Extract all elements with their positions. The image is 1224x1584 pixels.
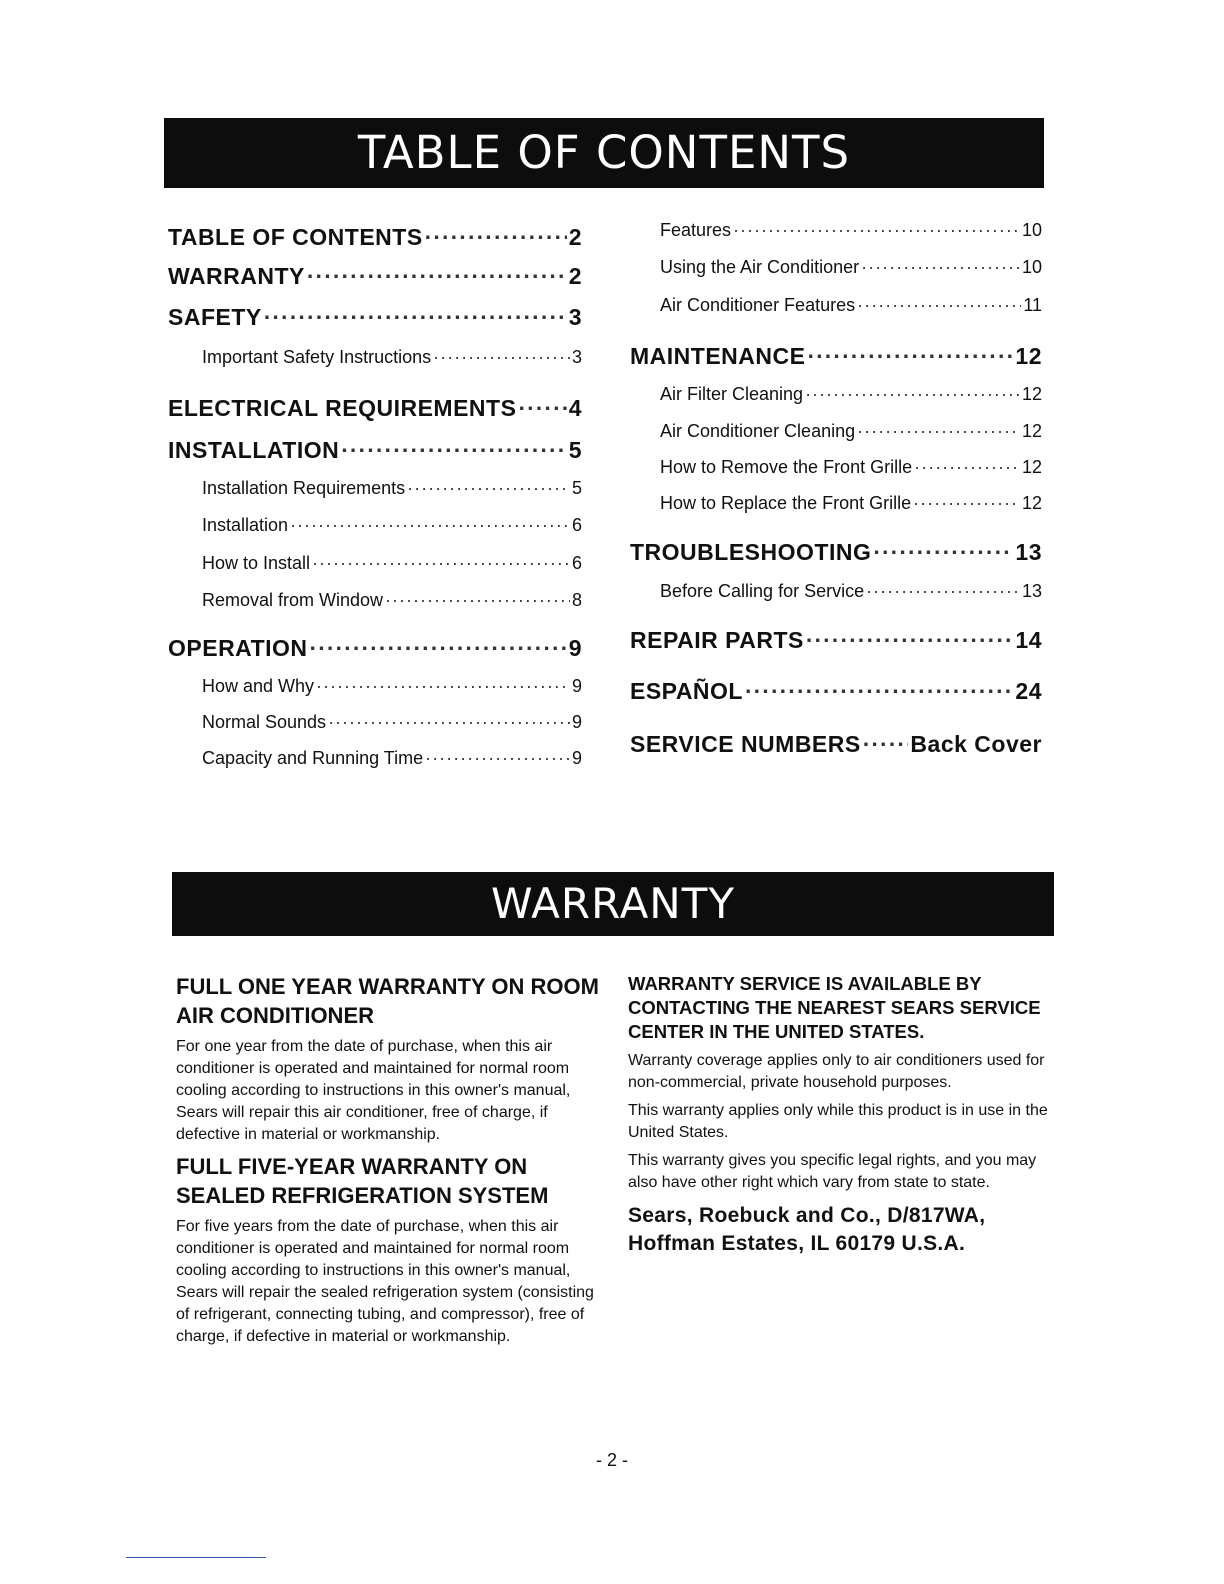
- toc-entry-page: 11: [1023, 295, 1042, 315]
- toc-entry-title: How to Install: [202, 553, 311, 573]
- toc-entry-title: Before Calling for Service: [660, 581, 865, 601]
- toc-entry-page: 2: [568, 224, 582, 250]
- toc-dot-leader: [316, 676, 570, 697]
- toc-entry: [660, 421, 1042, 442]
- toc-entry-title: Features: [660, 220, 732, 240]
- toc-entry: [168, 437, 582, 464]
- footer-rule: [126, 1557, 266, 1558]
- toc-entry-title: Capacity and Running Time: [202, 748, 424, 768]
- toc-entry-page: 12: [1021, 493, 1042, 513]
- toc-entry: [202, 748, 582, 769]
- toc-entry-title: Normal Sounds: [202, 712, 327, 732]
- toc-dot-leader: [861, 257, 1020, 278]
- toc-entry-page: 8: [571, 590, 582, 610]
- toc-entry-page: 10: [1021, 220, 1042, 240]
- toc-entry: [660, 493, 1042, 514]
- toc-entry-page: 2: [568, 263, 582, 289]
- toc-entry-title: ELECTRICAL REQUIREMENTS: [168, 395, 517, 421]
- toc-entry-page: 5: [568, 437, 582, 463]
- toc-dot-leader: [866, 581, 1020, 602]
- toc-entry: [660, 220, 1042, 241]
- toc-entry: [630, 539, 1042, 566]
- toc-entry: [660, 457, 1042, 478]
- toc-entry-page: 12: [1015, 343, 1042, 369]
- toc-entry-page: 10: [1021, 257, 1042, 277]
- toc-entry: [202, 553, 582, 574]
- toc-entry-title: OPERATION: [168, 635, 308, 661]
- toc-dot-leader: [857, 295, 1021, 316]
- toc-entry-title: REPAIR PARTS: [630, 627, 804, 653]
- toc-dot-leader: [310, 635, 567, 662]
- toc-entry: [202, 712, 582, 733]
- toc-entry: [660, 581, 1042, 602]
- toc-dot-leader: [807, 343, 1013, 370]
- toc-entry: [630, 343, 1042, 370]
- page-number: - 2 -: [595, 1450, 628, 1470]
- toc-dot-leader: [518, 395, 566, 422]
- toc-entry-title: How and Why: [202, 676, 315, 696]
- company-line-1: Sears, Roebuck and Co., D/817WA,: [628, 1204, 986, 1227]
- toc-entry: [202, 347, 582, 368]
- toc-entry: [630, 731, 1042, 758]
- toc-entry-page: 12: [1021, 384, 1042, 404]
- toc-dot-leader: [873, 539, 1013, 566]
- toc-entry-page: 3: [568, 304, 582, 330]
- toc-dot-leader: [328, 712, 570, 733]
- toc-entry: [202, 590, 582, 611]
- toc-entry: [168, 224, 582, 251]
- toc-entry: [168, 263, 582, 290]
- toc-entry: [202, 515, 582, 536]
- toc-dot-leader: [857, 421, 1020, 442]
- toc-entry: [660, 295, 1042, 316]
- service-heading: WARRANTY SERVICE IS AVAILABLE BY CONTACTING THE NEAREST SEARS SERVICE CENTER IN THE UNITED STATES.: [628, 973, 1041, 1042]
- toc-entry-title: MAINTENANCE: [630, 343, 806, 369]
- toc-entry-page: 12: [1021, 457, 1042, 477]
- warranty-left-column: [176, 972, 600, 1354]
- toc-entry-page: 6: [571, 515, 582, 535]
- toc-entry-title: Air Filter Cleaning: [660, 384, 804, 404]
- toc-entry: [660, 384, 1042, 405]
- five-year-heading: FULL FIVE-YEAR WARRANTY ON SEALED REFRIGERATION SYSTEM: [176, 1154, 549, 1208]
- toc-dot-leader: [913, 493, 1020, 514]
- toc-entry: [660, 257, 1042, 278]
- toc-entry-page: 13: [1021, 581, 1042, 601]
- toc-entry-page: 12: [1021, 421, 1042, 441]
- toc-entry-page: 4: [568, 395, 582, 421]
- toc-entry-title: TABLE OF CONTENTS: [168, 224, 423, 250]
- toc-entry-title: Air Conditioner Features: [660, 295, 856, 315]
- one-year-heading: FULL ONE YEAR WARRANTY ON ROOM AIR CONDITIONER: [176, 974, 599, 1028]
- toc-banner: TABLE OF CONTENTS: [164, 118, 1044, 188]
- us-only-text: This warranty applies only while this product is in use in the United States.: [628, 1102, 1048, 1141]
- toc-entry-title: SAFETY: [168, 304, 262, 330]
- warranty-right-column: [628, 972, 1052, 1258]
- toc-dot-leader: [385, 590, 570, 611]
- toc-entry-title: Air Conditioner Cleaning: [660, 421, 856, 441]
- five-year-text: For five years from the date of purchase, when this air conditioner is operated and maintained for normal room cooling according to instructions in this owner's manual, Sears will repair the sealed refrigeration system (consisting of refrigerant, connecting tubing, and compressor), free of charge, if defective in material or workmanship.: [176, 1218, 594, 1345]
- toc-dot-leader: [264, 304, 567, 331]
- toc-dot-leader: [425, 224, 567, 251]
- toc-dot-leader: [425, 748, 570, 769]
- toc-dot-leader: [307, 263, 567, 290]
- toc-entry-page: 3: [571, 347, 582, 367]
- company-line-2: Hoffman Estates, IL 60179 U.S.A.: [628, 1232, 966, 1255]
- toc-entry-title: ESPAÑOL: [630, 678, 743, 704]
- toc-dot-leader: [733, 220, 1020, 241]
- toc-entry-title: INSTALLATION: [168, 437, 340, 463]
- toc-dot-leader: [805, 384, 1020, 405]
- toc-entry-page: 9: [571, 676, 582, 696]
- toc-entry-page: 9: [571, 712, 582, 732]
- toc-entry-page: 24: [1015, 678, 1042, 704]
- company-address: [628, 1202, 1052, 1258]
- toc-entry-title: WARRANTY: [168, 263, 305, 289]
- toc-entry-page: 9: [571, 748, 582, 768]
- toc-entry-title: How to Replace the Front Grille: [660, 493, 912, 513]
- toc-entry-title: Installation: [202, 515, 289, 535]
- toc-entry-title: Removal from Window: [202, 590, 384, 610]
- toc-entry-page: 5: [571, 478, 582, 498]
- toc-entry-title: SERVICE NUMBERS: [630, 731, 861, 757]
- toc-entry-page: 13: [1015, 539, 1042, 565]
- toc-dot-leader: [312, 553, 570, 574]
- coverage-text: Warranty coverage applies only to air conditioners used for non-commercial, private household purposes.: [628, 1052, 1045, 1091]
- toc-entry-title: Important Safety Instructions: [202, 347, 432, 367]
- toc-entry-page: 6: [571, 553, 582, 573]
- toc-dot-leader: [863, 731, 909, 758]
- toc-entry: [202, 676, 582, 697]
- toc-dot-leader: [806, 627, 1014, 654]
- toc-dot-leader: [914, 457, 1020, 478]
- toc-dot-leader: [341, 437, 566, 464]
- toc-entry: [630, 627, 1042, 654]
- toc-entry-page: Back Cover: [910, 731, 1042, 757]
- toc-entry: [168, 635, 582, 662]
- warranty-banner: WARRANTY: [172, 872, 1054, 936]
- toc-entry-page: 14: [1015, 627, 1042, 653]
- one-year-text: For one year from the date of purchase, when this air conditioner is operated and maintained for normal room cooling according to instructions in this owner's manual, Sears will repair this air conditioner, free of charge, if defective in material or workmanship.: [176, 1038, 571, 1143]
- legal-rights-text: This warranty gives you specific legal rights, and you may also have other right which vary from state to state.: [628, 1152, 1037, 1191]
- toc-entry-title: Installation Requirements: [202, 478, 406, 498]
- toc-dot-leader: [433, 347, 570, 368]
- toc-dot-leader: [290, 515, 570, 536]
- toc-entry: [168, 304, 582, 331]
- toc-entry: [168, 395, 582, 422]
- toc-entry: [202, 478, 582, 499]
- toc-entry-title: Using the Air Conditioner: [660, 257, 860, 277]
- toc-entry-page: 9: [568, 635, 582, 661]
- toc-dot-leader: [745, 678, 1013, 705]
- toc-dot-leader: [407, 478, 570, 499]
- toc-entry: [630, 678, 1042, 705]
- toc-entry-title: How to Remove the Front Grille: [660, 457, 913, 477]
- toc-entry-title: TROUBLESHOOTING: [630, 539, 872, 565]
